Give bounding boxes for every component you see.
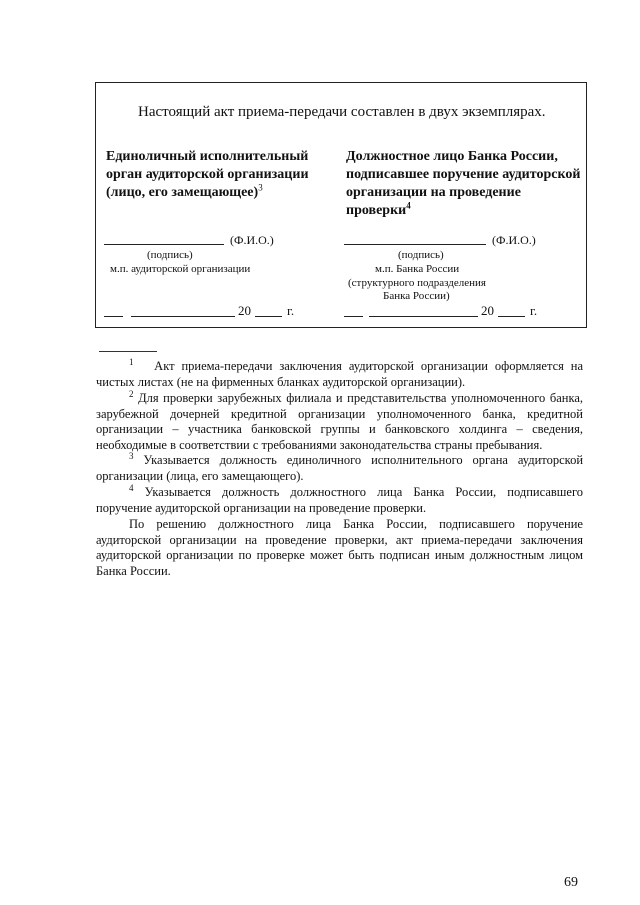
left-date-day-line — [104, 316, 123, 317]
left-signature-label: (подпись) — [147, 249, 193, 261]
footnote-separator — [99, 351, 157, 352]
footnote-ref-3: 3 — [258, 182, 263, 193]
right-signature-label: (подпись) — [398, 249, 444, 261]
footnote-2: $^2$ Для проверки зарубежных филиала и представительства уполномоченного банка, зарубежной дочерней кредитной организации уполномоченного банка, кредитной организации – участника банковской группы и банковского холдинга – сведения, необходимые в соответствии с требованиями законодательства страны пребывания. — [96, 388, 584, 452]
closing-note: По решению должностного лица Банка России, подписавшего поручение аудиторской организации на проведение проверки, акт приема-передачи заключения аудиторской организации по проверке может быть подписан иным должностным лицом Банка России. — [96, 517, 583, 578]
right-signature-line — [344, 244, 486, 245]
footnote-4: $^4$ Указывается должность должностного лица Банка России, подписавшего поручение аудиторской организации на проведение проверки. — [96, 482, 584, 515]
right-stamp-label: м.п. Банка России — [375, 263, 460, 275]
left-signature-line — [104, 244, 224, 245]
footnote-number: 3 — [129, 450, 134, 461]
page-number: 69 — [564, 875, 578, 890]
left-signatory-heading: Единоличный исполнительный орган аудиторской организации (лицо, его замещающее)$^3$ — [106, 149, 309, 200]
left-stamp-label: м.п. аудиторской организации — [110, 263, 251, 275]
footnote-1: $^1$ Акт приема-передачи заключения аудиторской организации оформляется на чистых листах (не на фирменных бланках аудиторской организации). — [96, 356, 584, 389]
left-date-year: 20 — [238, 303, 251, 318]
right-stamp-detail-2: Банка России) — [383, 290, 450, 302]
left-fio-label: (Ф.И.О.) — [230, 233, 274, 247]
footnote-ref-4: 4 — [406, 200, 411, 211]
footnote-number: 4 — [129, 482, 134, 493]
right-date-year: 20 — [481, 303, 494, 318]
left-date-month-line — [131, 316, 235, 317]
left-date-suffix: г. — [287, 303, 295, 318]
right-fio-label: (Ф.И.О.) — [492, 233, 536, 247]
right-date-day-line — [344, 316, 363, 317]
right-date-year-line — [498, 316, 525, 317]
right-stamp-detail-1: (структурного подразделения — [348, 277, 486, 289]
footnote-3: $^3$ Указывается должность единоличного исполнительного органа аудиторской организации (лица, его замещающего). — [96, 450, 584, 483]
left-date-year-line — [255, 316, 282, 317]
right-signatory-heading: Должностное лицо Банка России, подписавшее поручение аудиторской организации на проведение проверки$^4$ — [346, 149, 581, 218]
footnote-number: 2 — [129, 388, 134, 399]
act-intro-text: Настоящий акт приема-передачи составлен в двух экземплярах. — [138, 104, 546, 120]
right-date-suffix: г. — [530, 303, 538, 318]
footnote-number: 1 — [129, 356, 134, 367]
right-date-month-line — [369, 316, 478, 317]
